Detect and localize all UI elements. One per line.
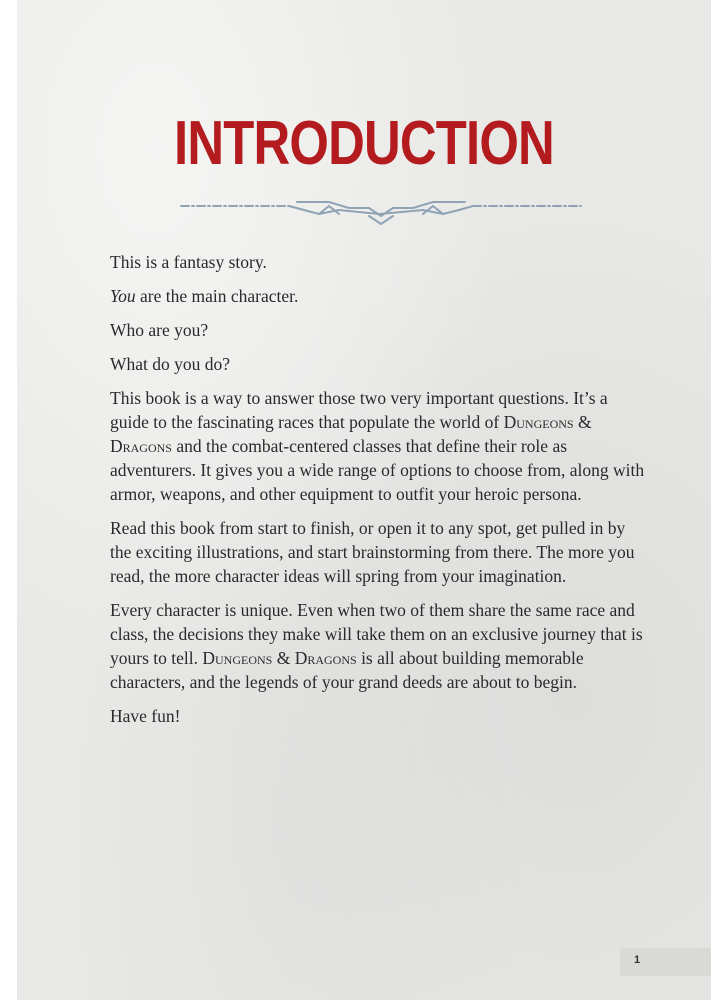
paragraph-7-b: is all about building memorable characters, and the legends of your grand deeds are about to begin.	[110, 648, 584, 692]
paragraph-5-a: This book is a way to answer those two very important questions. It’s a guide to the fascinating races that populate the world of	[110, 388, 608, 432]
book-page	[17, 0, 711, 1000]
page-number-tab	[620, 948, 711, 976]
paragraph-3: Who are you?	[110, 320, 209, 340]
paragraph-5	[110, 386, 650, 506]
paragraph-2	[110, 284, 650, 308]
paragraph-7-a: Every character is unique. Even when two of them share the same race and class, the decisions they make will take them on an exclusive journey that is yours to tell.	[110, 600, 643, 668]
brand-name: Dungeons & Dragons	[202, 648, 357, 668]
paragraph-5-b: and the combat-centered classes that define their role as adventurers. It gives you a wide range of options to choose from, along with armor, weapons, and other equipment to outfit your heroic persona.	[110, 436, 645, 504]
intro-text	[110, 250, 650, 738]
page-number: 1	[634, 954, 641, 966]
paragraph-2-rest: are the main character.	[135, 286, 299, 306]
brand-name: Dungeons & Dragons	[110, 412, 592, 456]
paragraph-8: Have fun!	[110, 706, 181, 726]
paragraph-4: What do you do?	[110, 354, 231, 374]
page-title: INTRODUCTION	[174, 109, 554, 178]
emphasis-you: You	[110, 286, 136, 306]
paragraph-6: Read this book from start to finish, or open it to any spot, get pulled in by the exciting illustrations, and start brainstorming from there. The more you read, the more character ideas will spring from your imagination.	[110, 518, 635, 586]
paragraph-7	[110, 598, 650, 694]
divider-ornament-icon	[179, 198, 583, 228]
paragraph-1: This is a fantasy story.	[110, 252, 267, 272]
